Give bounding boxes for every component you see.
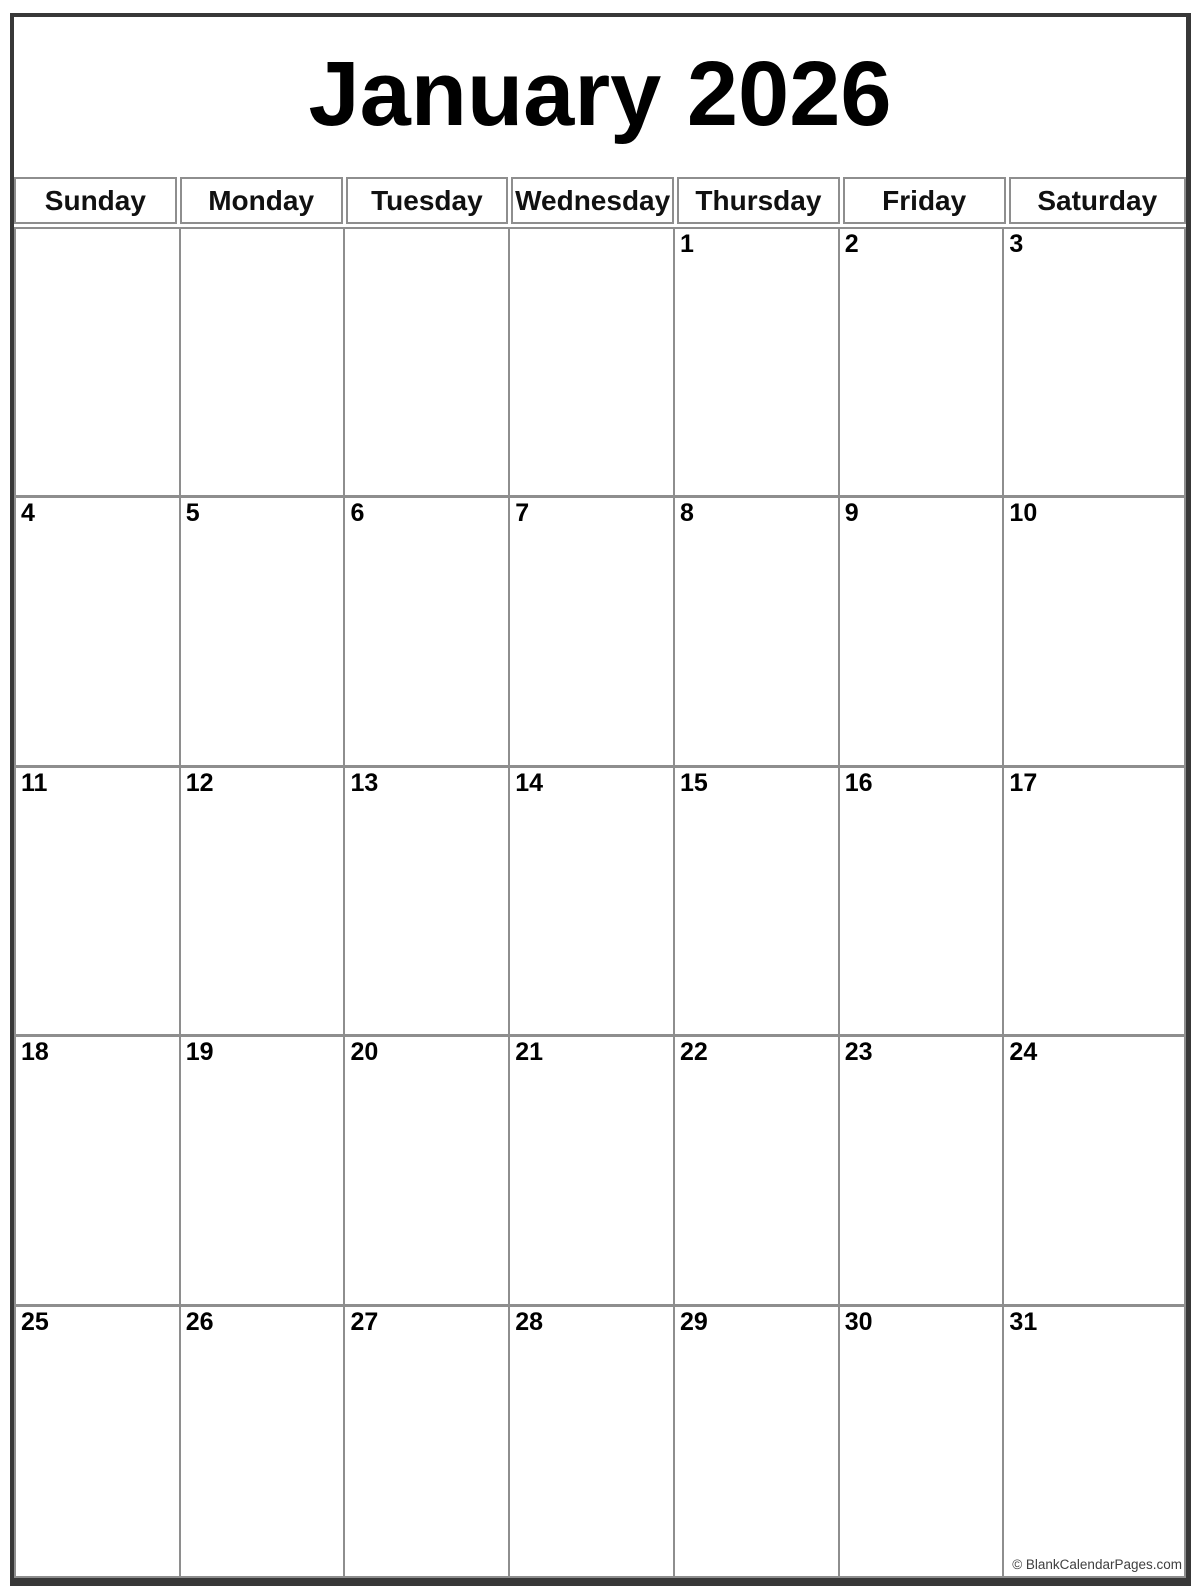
day-number: 30 — [844, 1307, 873, 1336]
day-number: 7 — [515, 499, 530, 528]
weekday-header-thursday: Thursday — [677, 177, 840, 224]
day-cell-6 — [345, 498, 510, 767]
day-cell-16 — [840, 768, 1005, 1037]
day-cell-21 — [510, 1037, 675, 1306]
day-cell-20 — [345, 1037, 510, 1306]
day-number: 27 — [350, 1307, 379, 1336]
day-number: 4 — [21, 499, 35, 528]
day-cell-7 — [510, 498, 675, 767]
weekday-header-row — [14, 177, 1186, 224]
day-cell-11 — [16, 768, 181, 1037]
day-number: 26 — [185, 1307, 214, 1336]
day-number: 11 — [21, 768, 48, 797]
day-cell-3 — [1004, 229, 1184, 498]
day-number: 14 — [515, 768, 544, 797]
weekday-header-sunday: Sunday — [14, 177, 177, 224]
weekday-header-wednesday: Wednesday — [511, 177, 674, 224]
day-cell-8 — [675, 498, 840, 767]
day-number: 5 — [185, 499, 200, 528]
day-number: 21 — [515, 1038, 544, 1067]
weekday-header-tuesday: Tuesday — [346, 177, 509, 224]
day-number: 2 — [844, 230, 859, 258]
day-cell-14 — [510, 768, 675, 1037]
day-number: 9 — [844, 499, 859, 528]
day-number: 20 — [350, 1038, 379, 1067]
day-number: 22 — [679, 1038, 708, 1067]
day-cell-2 — [840, 229, 1005, 498]
page-frame — [10, 13, 1191, 1586]
day-cell-5 — [181, 498, 346, 767]
weekday-header-friday: Friday — [843, 177, 1006, 224]
day-cell-4 — [16, 498, 181, 767]
day-cell-19 — [181, 1037, 346, 1306]
day-cell-18 — [16, 1037, 181, 1306]
day-number: 16 — [844, 768, 873, 797]
day-cell-12 — [181, 768, 346, 1037]
day-number: 29 — [679, 1307, 708, 1336]
day-cell-23 — [840, 1037, 1005, 1306]
weekday-header-saturday: Saturday — [1009, 177, 1186, 224]
day-number: 28 — [515, 1307, 544, 1336]
day-number: 3 — [1009, 230, 1024, 258]
day-cell-empty — [345, 229, 510, 498]
day-cell-empty — [16, 229, 181, 498]
day-cell-empty — [510, 229, 675, 498]
day-cell-empty — [181, 229, 346, 498]
credit-watermark: © BlankCalendarPages.com — [1012, 1557, 1182, 1572]
day-number: 19 — [185, 1038, 214, 1067]
day-cell-10 — [1004, 498, 1184, 767]
day-number: 23 — [844, 1038, 873, 1067]
day-cell-26 — [181, 1307, 346, 1576]
day-number: 18 — [21, 1038, 49, 1067]
calendar-grid — [14, 227, 1186, 1578]
day-cell-25 — [16, 1307, 181, 1576]
day-number: 24 — [1009, 1038, 1038, 1067]
day-number: 6 — [350, 499, 365, 528]
day-number: 10 — [1009, 499, 1038, 528]
calendar-area — [14, 177, 1186, 1578]
weekday-header-monday: Monday — [180, 177, 343, 224]
day-number: 25 — [21, 1307, 49, 1336]
day-cell-31 — [1004, 1307, 1184, 1576]
day-cell-24 — [1004, 1037, 1184, 1306]
day-cell-28 — [510, 1307, 675, 1576]
day-number: 31 — [1009, 1307, 1038, 1336]
day-cell-13 — [345, 768, 510, 1037]
day-cell-29 — [675, 1307, 840, 1576]
day-cell-17 — [1004, 768, 1184, 1037]
day-number: 15 — [679, 768, 708, 797]
title-area — [14, 17, 1186, 177]
day-number: 12 — [185, 768, 214, 797]
day-cell-27 — [345, 1307, 510, 1576]
day-cell-30 — [840, 1307, 1005, 1576]
day-cell-9 — [840, 498, 1005, 767]
day-number: 17 — [1009, 768, 1038, 797]
day-number: 13 — [350, 768, 379, 797]
day-number: 8 — [679, 499, 694, 528]
day-number: 1 — [679, 230, 694, 258]
day-cell-1 — [675, 229, 840, 498]
day-cell-15 — [675, 768, 840, 1037]
page-title: January 2026 — [308, 43, 892, 145]
day-cell-22 — [675, 1037, 840, 1306]
